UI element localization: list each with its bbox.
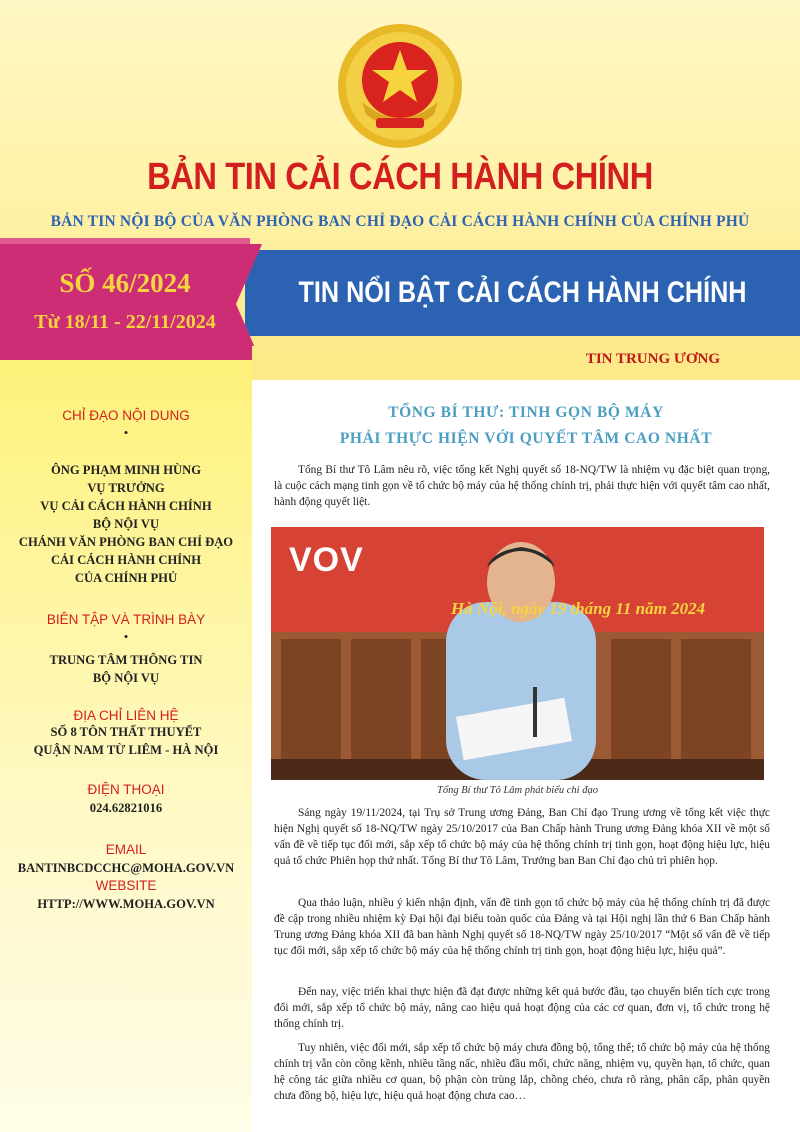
newsletter-subtitle: BẢN TIN NỘI BỘ CỦA VĂN PHÒNG BAN CHỈ ĐẠO CẢI CÁCH HÀNH CHÍNH CỦA CHÍNH PHỦ [50, 213, 750, 230]
phone-number: 024.62821016 [89, 801, 163, 815]
email-heading: EMAIL [105, 842, 147, 857]
address-line: QUẬN NAM TỪ LIÊM - HÀ NỘI [33, 743, 219, 757]
content-director-line: CHÁNH VĂN PHÒNG BAN CHỈ ĐẠO [18, 535, 234, 549]
editor-line: BỘ NỘI VỤ [92, 671, 160, 685]
separator-bullet: • [123, 425, 129, 440]
article-title-line: PHẢI THỰC HIỆN VỚI QUYẾT TÂM CAO NHẤT [339, 430, 713, 447]
article-title-line: TỔNG BÍ THƯ: TINH GỌN BỘ MÁY [388, 404, 664, 421]
editor-line: TRUNG TÂM THÔNG TIN [49, 653, 203, 667]
photo-logo: VOV [289, 541, 364, 579]
content-director-line: BỘ NỘI VỤ [92, 517, 160, 531]
article-photo [271, 527, 764, 780]
content-director-line: CẢI CÁCH HÀNH CHÍNH [50, 553, 202, 567]
phone-heading: ĐIỆN THOẠI [87, 782, 165, 797]
address-heading: ĐỊA CHỈ LIÊN HỆ [73, 708, 179, 723]
issue-date-range: Từ 18/11 - 22/11/2024 [34, 311, 216, 333]
content-director-line: ÔNG PHẠM MINH HÙNG [50, 463, 202, 477]
article-paragraph: Đến nay, việc triển khai thực hiện đã đạt được những kết quả bước đầu, tạo chuyển biến tích cực trong đổi mới, sắp xếp tổ chức bộ máy, nâng cao hiệu quả hoạt động của các cơ quan, đơn vị, tổ chức trong hệ thống chính trị. [274, 986, 770, 1030]
content-director-line: CỦA CHÍNH PHỦ [74, 571, 178, 585]
issue-number: SỐ 46/2024 [59, 268, 191, 298]
website-heading: WEBSITE [95, 878, 157, 893]
article-paragraph: Sáng ngày 19/11/2024, tại Trụ sở Trung ương Đảng, Ban Chỉ đạo Trung ương về tổng kết việc thực hiện Nghị quyết số 18-NQ/TW ngày 25/10/2017 của Ban Chấp hành Trung ương Đảng khóa XII về một số vấn đề về tiếp tục đổi mới, sắp xếp tổ chức bộ máy của hệ thống chính trị tinh gọn, hoạt động hiệu lực, hiệu quả tổ chức Phiên họp thứ nhất. Tổng Bí thư Tô Lâm, Trưởng ban Ban Chỉ đạo chủ trì phiên họp. [274, 807, 770, 867]
photo-backdrop-text: Hà Nội, ngày 19 tháng 11 năm 2024 [451, 599, 706, 618]
article-paragraph: Qua thảo luận, nhiều ý kiến nhận định, vấn đề tinh gọn tổ chức bộ máy của hệ thống chính trị đã được đề cập trong nhiều nhiệm kỳ Đại hội đại biểu toàn quốc của Đảng và tại Hội nghị lần thứ 6 Ban Chấp hành Trung ương Đảng khóa XII đã ban hành Nghị quyết số 18-NQ/TW ngày 25/10/2017 “Một số vấn đề về tiếp tục đổi mới, sắp xếp tổ chức bộ máy của hệ thống chính trị tinh gọn, hoạt động hiệu lực, hiệu quả”. [274, 897, 770, 957]
article-paragraph: Tuy nhiên, việc đổi mới, sắp xếp tổ chức bộ máy chưa đồng bộ, tổng thể; tổ chức bộ máy của hệ thống chính trị vẫn còn cồng kềnh, nhiều tầng nấc, nhiều đầu mối, chức năng, nhiệm vụ, quyền hạn, tổ chức, quan hệ công tác giữa nhiều cơ quan, bộ phận còn trùng lắp, chồng chéo, chưa rõ ràng, phân cấp, phân quyền chưa đồng bộ, hiệu lực, hiệu quả hoạt động chưa cao… [274, 1042, 770, 1102]
photo-caption: Tổng Bí thư Tô Lâm phát biểu chỉ đạo [437, 785, 598, 796]
email-address: BANTINBCDCCHC@MOHA.GOV.VN [17, 861, 235, 875]
editor-heading: BIÊN TẬP VÀ TRÌNH BÀY [46, 612, 206, 627]
content-director-heading: CHỈ ĐẠO NỘI DUNG [62, 408, 190, 423]
website-url: HTTP://WWW.MOHA.GOV.VN [37, 897, 215, 911]
banner-title: TIN NỔI BẬT CẢI CÁCH HÀNH CHÍNH [298, 276, 747, 309]
article-lead: Tổng Bí thư Tô Lâm nêu rõ, việc tổng kết Nghị quyết số 18-NQ/TW là nhiệm vụ đặc biệt quan trọng, là cuộc cách mạng tinh gọn về tổ chức bộ máy của hệ thống chính trị, phải thực hiện với quyết tâm cao nhất, hành động quyết liệt. [274, 464, 770, 508]
address-line: SỐ 8 TÔN THẤT THUYẾT [50, 725, 202, 739]
national-emblem-icon [336, 22, 464, 150]
issue-ribbon [0, 238, 262, 366]
section-label: TIN TRUNG ƯƠNG [585, 351, 720, 367]
content-director-line: VỤ CẢI CÁCH HÀNH CHÍNH [40, 499, 212, 513]
newsletter-title: BẢN TIN CẢI CÁCH HÀNH CHÍNH [147, 156, 653, 198]
separator-bullet: • [123, 629, 129, 644]
content-director-line: VỤ TRƯỞNG [87, 481, 165, 495]
